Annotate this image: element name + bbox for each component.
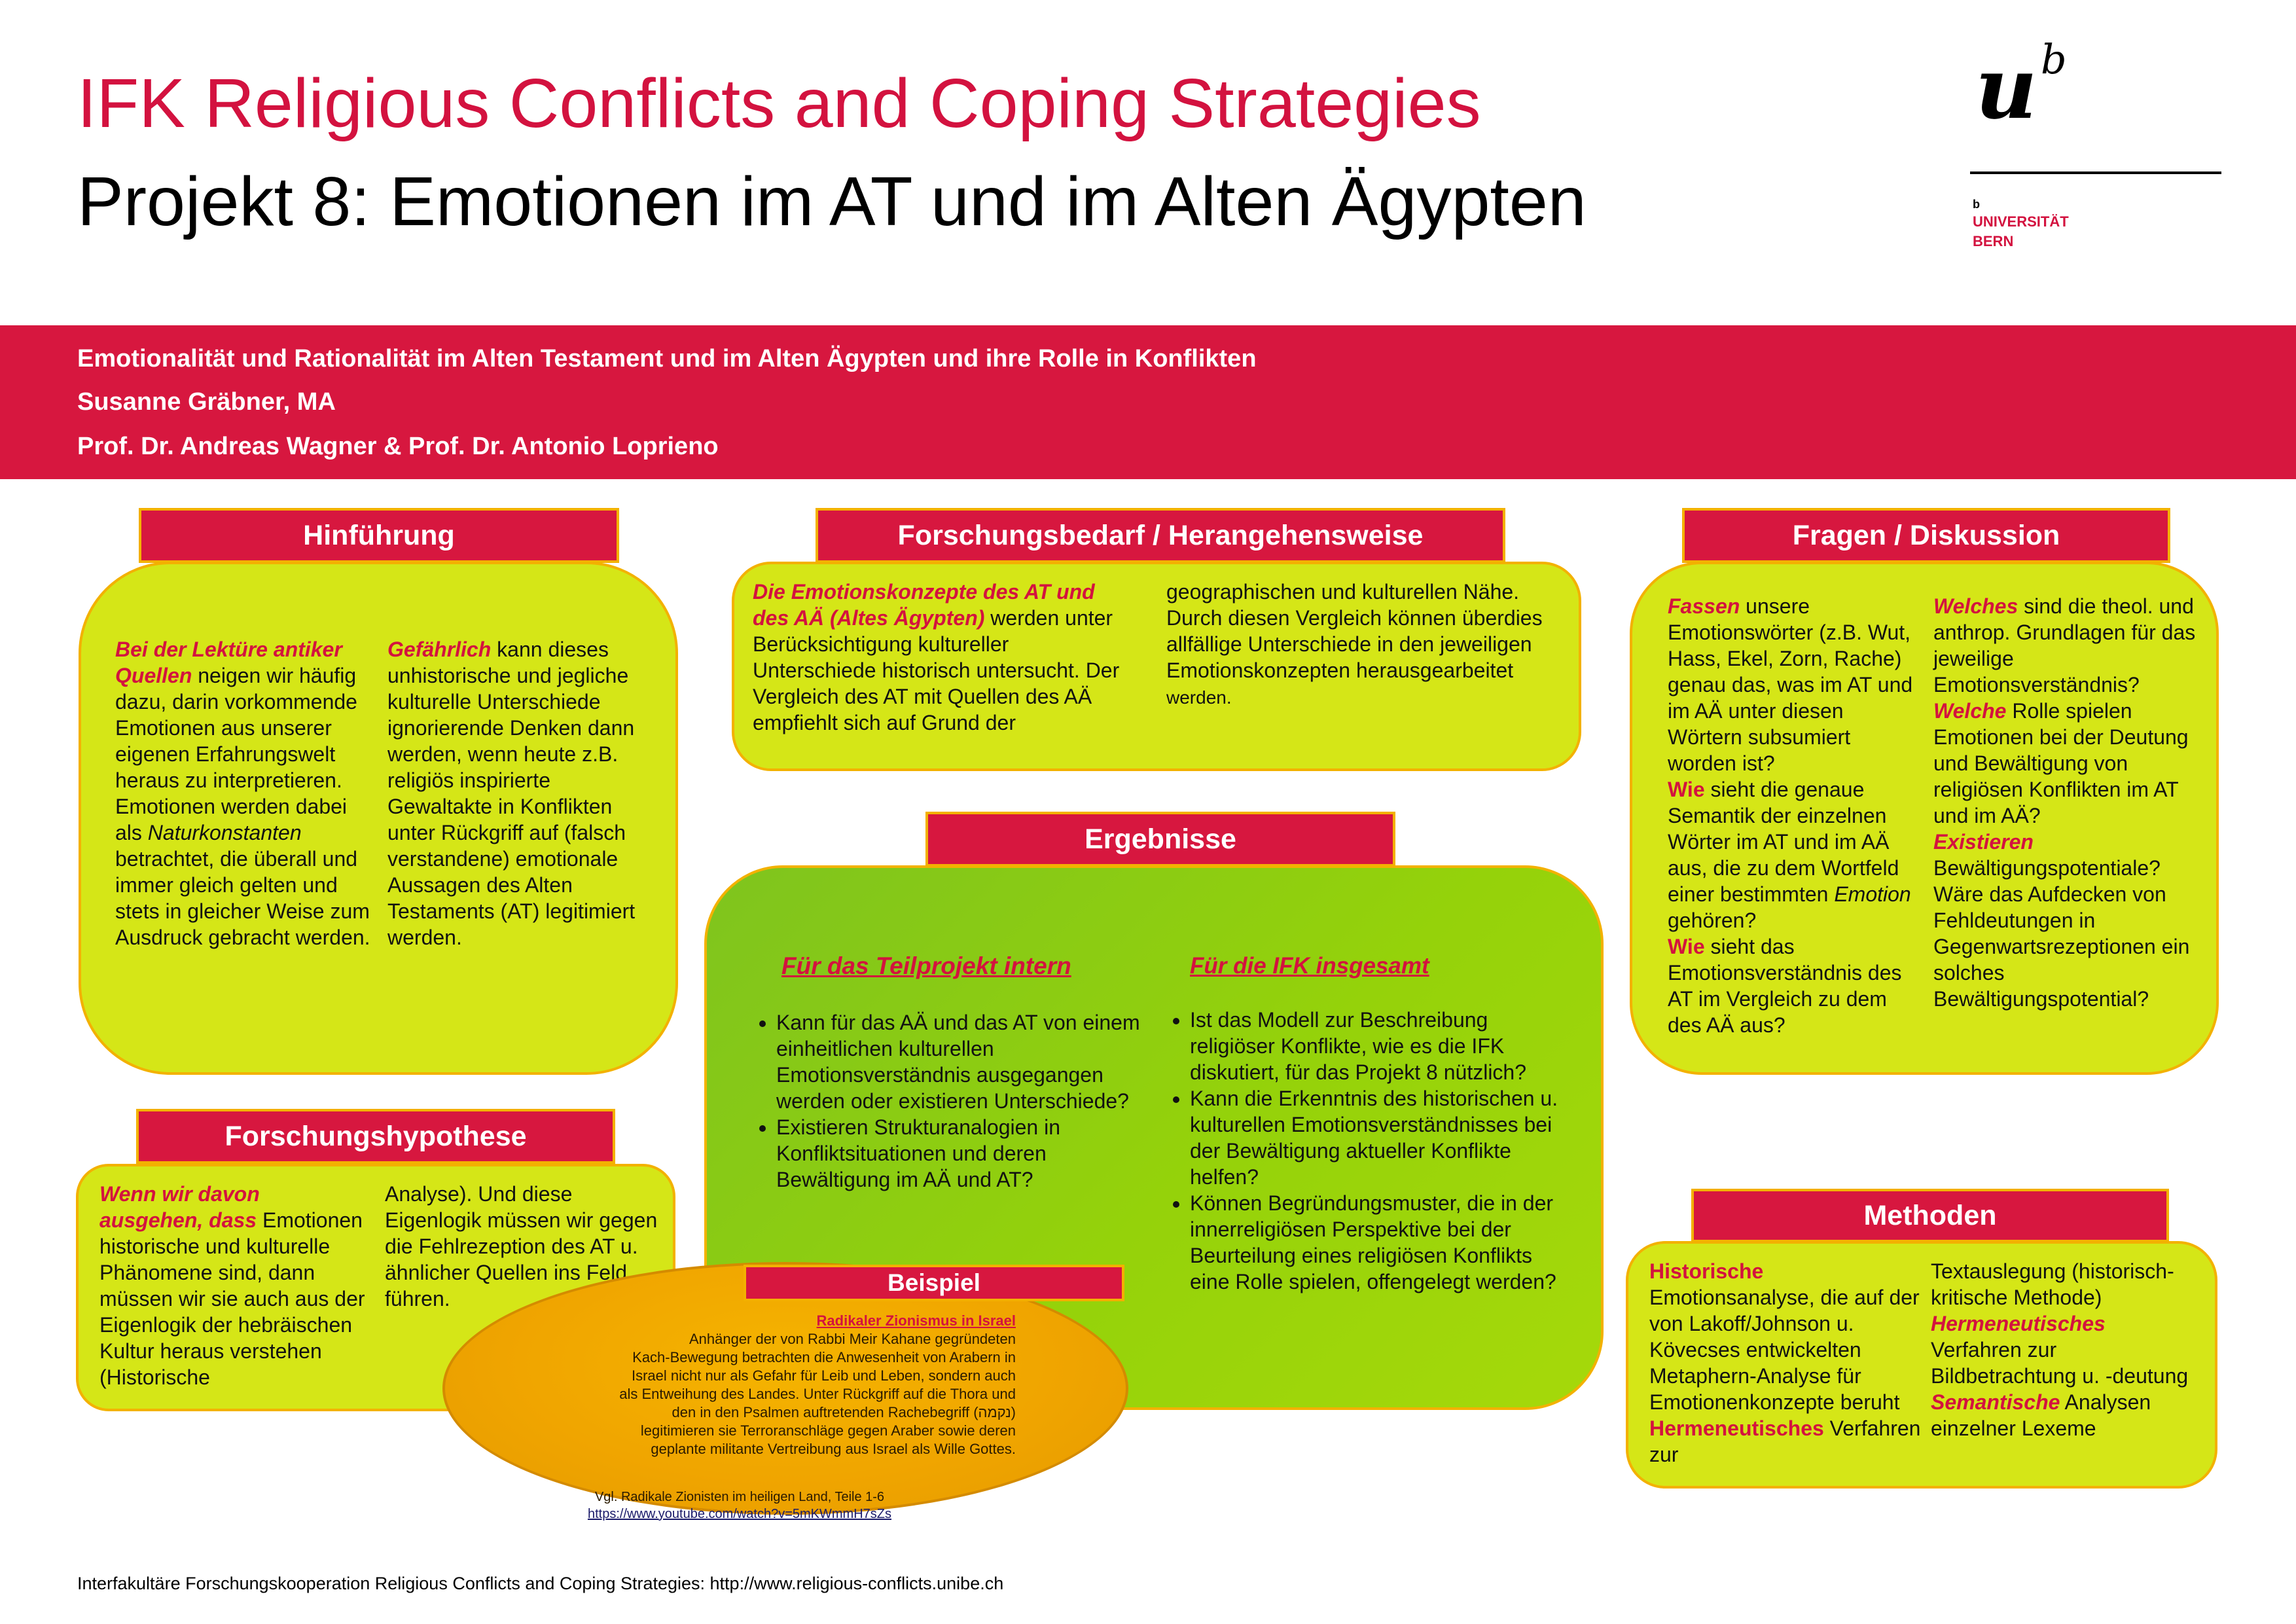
list-item: • Kann die Erkenntnis des historischen u. kulturellen Emotionsverständnisses bei der Bewältigung aktueller Konflikte helfen?	[1190, 1085, 1577, 1190]
methoden-right-text: Textauslegung (historisch-kritische Methode) Hermeneutisches Verfahren zur Bildbetrachtung u. -deutung Semantische Analysen einzelner Lexeme	[1931, 1259, 2189, 1440]
logo-mark-sup: b	[2041, 35, 2067, 83]
beispiel-line: geplante militante Vertreibung aus Israel als Wille Gottes.	[651, 1441, 1016, 1457]
logo-line-2: BERN	[1973, 232, 2014, 249]
beispiel-link[interactable]: https://www.youtube.com/watch?v=5mKWmmH7sZs	[587, 1507, 892, 1521]
author-name: Susanne Gräbner, MA	[77, 388, 336, 416]
hinfuehrung-heading: Hinführung	[139, 508, 619, 563]
ergebnisse-left-items	[738, 1009, 1152, 1193]
logo-small-b: b	[1973, 198, 1980, 211]
beispiel-reference	[537, 1489, 942, 1523]
beispiel-line: als Entweihung des Landes. Unter Rückgriff auf die Thora und	[619, 1386, 1016, 1402]
logo-line-1: UNIVERSITÄT	[1973, 213, 2069, 230]
beispiel-line: Israel nicht nur als Gefahr für Leib und Leben, sondern auch	[631, 1367, 1016, 1384]
logo-mark: u	[1975, 38, 2037, 138]
list-item: • Kann für das AÄ und das AT von einem einheitlichen kulturellen Emotionsverständnis ausgegangen werden oder existieren Unterschiede?	[776, 1009, 1152, 1114]
list-item: • Existieren Strukturanalogien in Konfliktsituationen und deren Bewältigung im AÄ und AT?	[776, 1114, 1152, 1193]
project-description: Emotionalität und Rationalität im Alten Testament und im Alten Ägypten und ihre Rolle in Konflikten	[77, 345, 1257, 372]
ergebnisse-left-list	[738, 1009, 1152, 1193]
ergebnisse-heading: Ergebnisse	[925, 812, 1395, 867]
fragen-left-text: Fassen unsere Emotionswörter (z.B. Wut, Hass, Ekel, Zorn, Rache) genau das, was im AT und im AÄ unter diesen Wörtern subsumiert worden ist? Wie sieht die genaue Semantik der einzelnen Wörter im AT und im AÄ aus, die zu dem Wortfeld einer bestimmten Emotion gehören? Wie sieht das Emotionsverständnis des AT im Vergleich zu dem des AÄ aus?	[1668, 594, 1913, 1037]
ergebnisse-right-title: Für die IFK insgesamt	[1190, 953, 1429, 979]
beispiel-ref-text: Vgl. Radikale Zionisten im heiligen Land, Teile 1-6	[594, 1490, 885, 1504]
beispiel-text	[537, 1312, 1016, 1458]
poster-title: IFK Religious Conflicts and Coping Strategies	[77, 65, 1481, 142]
beispiel-title: Radikaler Zionismus in Israel	[816, 1312, 1016, 1329]
beispiel-line: Anhänger der von Rabbi Meir Kahane gegründeten	[689, 1331, 1016, 1347]
ergebnisse-right-list	[1152, 1007, 1577, 1295]
logo-divider	[1970, 171, 2221, 174]
hypothese-heading: Forschungshypothese	[136, 1109, 615, 1164]
university-logo	[1970, 35, 2114, 138]
hypothese-left-text: Wenn wir davon ausgehen, dass Emotionen historische und kulturelle Phänomene sind, dann müssen wir sie auch aus der Eigenlogik der hebräischen Kultur heraus verstehen (Historische	[99, 1182, 365, 1389]
hypothese-right-text: Analyse). Und diese Eigenlogik müssen wir gegen die Fehlrezeption des AT u. ähnlicher Quellen ins Feld führen.	[385, 1182, 658, 1310]
list-item: • Können Begründungsmuster, die in der innerreligiösen Perspektive bei der Beurteilung eines religiösen Konflikts eine Rolle spielen, offengelegt werden?	[1190, 1190, 1577, 1295]
info-band	[0, 325, 2296, 479]
poster-subtitle: Projekt 8: Emotionen im AT und im Alten Ägypten	[77, 163, 1587, 240]
beispiel-line: legitimieren sie Terroranschläge gegen Araber sowie deren	[640, 1422, 1016, 1439]
list-item: • Ist das Modell zur Beschreibung religiöser Konflikte, wie es die IFK diskutiert, für das Projekt 8 nützlich?	[1190, 1007, 1577, 1085]
logo-wordmark	[1973, 196, 2069, 251]
forschungsbedarf-left-text: Die Emotionskonzepte des AT und des AÄ (Altes Ägypten) werden unter Berücksichtigung kultureller Unterschiede historisch untersucht. Der Vergleich des AT mit Quellen des AÄ empfiehlt sich auf Grund der	[753, 580, 1120, 734]
ergebnisse-left-title: Für das Teilprojekt intern	[781, 952, 1071, 979]
forschungsbedarf-heading: Forschungsbedarf / Herangehensweise	[816, 508, 1505, 563]
fragen-heading: Fragen / Diskussion	[1682, 508, 2170, 563]
ergebnisse-right-items	[1152, 1007, 1577, 1295]
beispiel-line: Kach-Bewegung betrachten die Anwesenheit von Arabern in	[632, 1349, 1016, 1365]
supervisors: Prof. Dr. Andreas Wagner & Prof. Dr. Antonio Loprieno	[77, 433, 719, 460]
fragen-right-text: Welches sind die theol. und anthrop. Grundlagen für das jeweilige Emotionsverständnis? Welche Rolle spielen Emotionen bei der Deutung und Bewältigung von religiösen Konflikten im AT und im AÄ? Existieren Bewältigungspotentiale? Wäre das Aufdecken von Fehldeutungen in Gegenwartsrezeptionen ein solches Bewältigungspotential?	[1933, 594, 2196, 1011]
hinfuehrung-left-text: Bei der Lektüre antiker Quellen neigen wir häufig dazu, darin vorkommende Emotionen aus unserer eigenen Erfahrungswelt heraus zu interpretieren. Emotionen werden dabei als Naturkonstanten betrachtet, die überall und immer gleich gelten und stets in gleicher Weise zum Ausdruck gebracht werden.	[115, 638, 370, 949]
beispiel-line: den in den Psalmen auftretenden Rachebegriff (נקמה)	[672, 1404, 1016, 1420]
methoden-heading: Methoden	[1691, 1189, 2169, 1242]
hinfuehrung-right-text: Gefährlich kann dieses unhistorische und jegliche kulturelle Unterschiede ignorierende Denken dann werden, wenn heute z.B. religiös inspirierte Gewaltakte in Konflikten unter Rückgriff auf (falsch verstandene) emotionale Aussagen des Alten Testaments (AT) legitimiert werden.	[387, 638, 636, 949]
beispiel-heading: Beispiel	[744, 1265, 1124, 1301]
forschungsbedarf-right-text: geographischen und kulturellen Nähe. Durch diesen Vergleich können überdies allfällige Unterschiede in den jeweiligen Emotionskonzepten herausgearbeitet werden.	[1166, 580, 1543, 708]
footer-text: Interfakultäre Forschungskooperation Religious Conflicts and Coping Strategies: http://www.religious-conflicts.unibe.ch	[77, 1574, 1004, 1593]
methoden-left-text: Historische Emotionsanalyse, die auf der von Lakoff/Johnson u. Kövecses entwickelten Metaphern-Analyse für Emotionenkonzepte beruht Hermeneutisches Verfahren zur	[1649, 1259, 1921, 1466]
